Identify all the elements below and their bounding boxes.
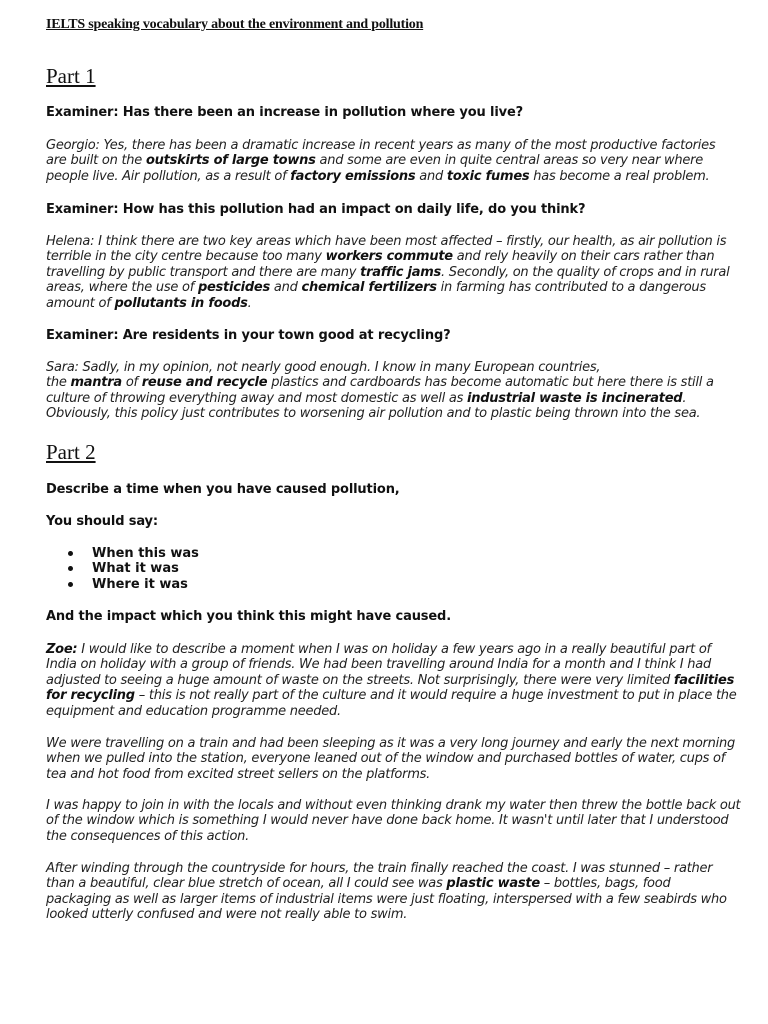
text-line	[46, 657, 736, 672]
bullet-item: Where it was	[46, 577, 199, 592]
text-run: has become a real problem.	[529, 168, 710, 184]
question-3: Examiner: Are residents in your town good at recycling?	[46, 328, 451, 343]
bullet-dot-icon	[68, 582, 73, 587]
bullet-item: What it was	[46, 561, 199, 576]
vocab-term: reuse and recycle	[141, 375, 268, 391]
text-line	[46, 296, 736, 311]
answer-1	[46, 138, 736, 184]
text-line	[46, 375, 736, 390]
part-1-heading: Part 1	[46, 64, 96, 88]
text-run: I was happy to join in with the locals and without even thinking drank my water then threw the bottle back out	[46, 798, 741, 813]
text-run: people live. Air pollution, as a result of	[46, 168, 291, 184]
text-run: packaging as well as larger items of industrial items were just floating, interspersed with a few seabirds who	[46, 891, 727, 907]
text-run: adjusted to seeing a huge amount of waste on the streets. Not surprisingly, there were very limited	[46, 672, 674, 688]
text-run: Helena: I think there are two key areas which have been most affected – firstly, our health, as air pollution is	[46, 234, 727, 249]
text-run: – bottles, bags, food	[539, 876, 671, 892]
text-line	[46, 829, 736, 844]
text-line	[46, 876, 736, 891]
zoe-paragraph-2	[46, 736, 736, 782]
text-run: .	[682, 390, 687, 406]
text-run: and	[415, 168, 447, 184]
text-run: are built on the	[46, 153, 146, 169]
vocab-term: pesticides	[197, 280, 270, 296]
text-line	[46, 704, 736, 719]
text-run: . Secondly, on the quality of crops and in rural	[441, 264, 730, 280]
vocab-term: workers commute	[325, 249, 453, 265]
vocab-term: mantra	[70, 375, 122, 391]
text-line	[46, 280, 736, 295]
answer-3	[46, 360, 736, 422]
text-run: of the window which is something I would never have done back home. It wasn't until later that I understood	[46, 813, 729, 829]
text-run: of	[121, 375, 142, 391]
task-bullet-list	[46, 546, 199, 592]
text-run: equipment and education programme needed.	[46, 703, 341, 719]
text-run: plastics and cardboards has become automatic but here there is still a	[267, 375, 714, 391]
text-line	[46, 153, 736, 168]
text-line	[46, 234, 736, 249]
text-run: travelling by public transport and there are many	[46, 264, 361, 280]
vocab-term: outskirts of large towns	[145, 153, 316, 169]
answer-2	[46, 234, 736, 311]
question-2: Examiner: How has this pollution had an impact on daily life, do you think?	[46, 202, 586, 217]
text-run: Sara: Sadly, in my opinion, not nearly good enough. I know in many European countries,	[46, 360, 601, 375]
bullet-dot-icon	[68, 551, 73, 556]
text-run: looked utterly confused and were not really able to swim.	[46, 907, 408, 923]
text-line	[46, 138, 736, 153]
text-run: when we pulled into the station, everyone leaned out of the window and purchased bottles of water, cups of	[46, 751, 726, 767]
text-line	[46, 861, 736, 876]
should-say-label: You should say:	[46, 514, 158, 529]
zoe-paragraph-3	[46, 798, 741, 844]
text-line	[46, 688, 736, 703]
text-run: I would like to describe a moment when I was on holiday a few years ago in a really beautiful part of	[77, 642, 711, 657]
text-line	[46, 907, 736, 922]
text-run: and rely heavily on their cars rather than	[452, 249, 715, 265]
text-line	[46, 673, 736, 688]
text-run: than a beautiful, clear blue stretch of ocean, all I could see was	[46, 876, 447, 892]
bullet-dot-icon	[68, 566, 73, 571]
part-2-heading: Part 2	[46, 440, 96, 464]
text-line	[46, 813, 736, 828]
text-line	[46, 892, 736, 907]
text-line	[46, 391, 736, 406]
text-line	[46, 736, 736, 751]
vocab-term: Zoe:	[46, 642, 78, 657]
vocab-term: factory emissions	[290, 168, 416, 184]
task-closing: And the impact which you think this might have caused.	[46, 609, 451, 624]
text-run: in farming has contributed to a dangerous	[436, 280, 706, 296]
text-line	[46, 360, 736, 375]
vocab-term: toxic fumes	[446, 168, 530, 184]
text-run: Obviously, this policy just contributes to worsening air pollution and to plastic being thrown into the sea.	[46, 406, 701, 422]
task-prompt: Describe a time when you have caused pollution,	[46, 482, 400, 497]
text-run: the	[46, 375, 71, 391]
text-run: – this is not really part of the culture and it would require a huge investment to put in place the	[134, 688, 737, 704]
text-run: amount of	[46, 295, 115, 311]
vocab-term: plastic waste	[446, 876, 540, 892]
question-1: Examiner: Has there been an increase in pollution where you live?	[46, 105, 524, 120]
text-line	[46, 406, 736, 421]
text-line	[46, 265, 736, 280]
vocab-term: traffic jams	[360, 264, 442, 280]
text-run: After winding through the countryside for hours, the train finally reached the coast. I was stunned – rather	[46, 861, 713, 876]
vocab-term: chemical fertilizers	[301, 280, 437, 296]
text-run: areas, where the use of	[46, 280, 198, 296]
text-run: Georgio: Yes, there has been a dramatic increase in recent years as many of the most productive factories	[46, 138, 716, 153]
text-line	[46, 249, 736, 264]
zoe-paragraph-1	[46, 642, 736, 719]
vocab-term: for recycling	[46, 688, 135, 704]
text-line	[46, 798, 741, 813]
text-line	[46, 642, 736, 657]
text-run: the consequences of this action.	[46, 828, 250, 844]
text-run: .	[247, 295, 252, 311]
text-line	[46, 751, 736, 766]
text-run: We were travelling on a train and had been sleeping as it was a very long journey and early the next morning	[46, 736, 735, 751]
text-run: and	[270, 280, 302, 296]
vocab-term: facilities	[673, 672, 735, 688]
document-title: IELTS speaking vocabulary about the environment and pollution	[46, 17, 424, 32]
bullet-item: When this was	[46, 546, 199, 561]
text-run: India on holiday with a group of friends. We had been travelling around India for a month and I think I had	[46, 657, 711, 673]
vocab-term: pollutants in foods	[114, 295, 248, 311]
text-line	[46, 767, 736, 782]
text-run: culture of throwing everything away and most domestic as well as	[46, 390, 467, 406]
text-line	[46, 169, 736, 184]
text-run: and some are even in quite central areas so very near where	[315, 153, 704, 169]
zoe-paragraph-4	[46, 861, 736, 923]
vocab-term: industrial waste is incinerated	[466, 390, 683, 406]
text-run: terrible in the city centre because too many	[46, 249, 326, 265]
text-run: tea and hot food from excited street sellers on the platforms.	[46, 766, 431, 782]
